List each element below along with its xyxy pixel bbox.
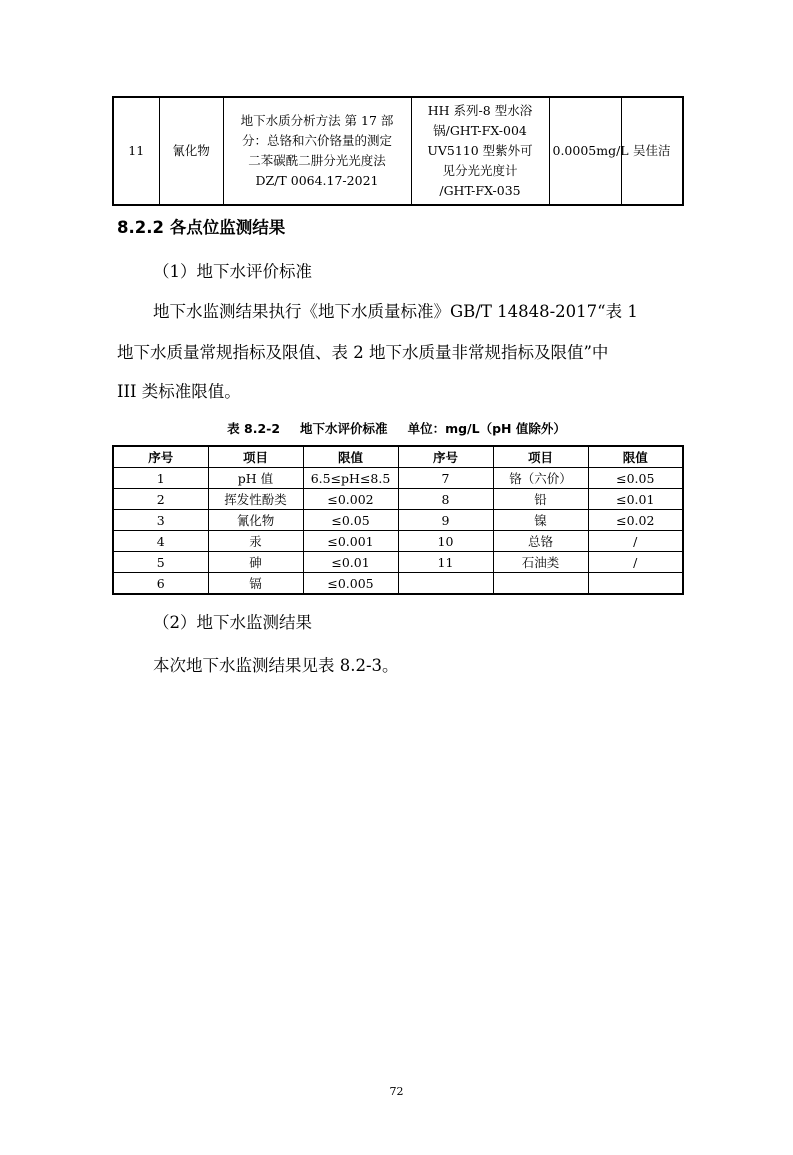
instrument-line: UV5110 型紫外可 <box>427 143 533 158</box>
paragraph-line: III 类标准限值。 <box>117 382 241 401</box>
table-cell: 砷 <box>208 552 303 573</box>
table-cell: pH 值 <box>208 468 303 489</box>
paragraph-line: 地下水质量常规指标及限值、表 2 地下水质量非常规指标及限值”中 <box>117 343 609 362</box>
table-header-row <box>113 446 683 468</box>
table-cell: 镉 <box>208 573 303 595</box>
subheading-monitoring-results: （2）地下水监测结果 <box>153 613 312 632</box>
table-cell: 8 <box>398 489 493 510</box>
table-cell: 6 <box>113 573 208 595</box>
paragraph-line: 地下水监测结果执行《地下水质量标准》GB/T 14848-2017“表 1 <box>153 302 638 321</box>
method-line: 分：总铬和六价铬量的测定 <box>241 133 392 148</box>
row-instrument <box>411 97 549 205</box>
paragraph-line: 本次地下水监测结果见表 8.2-3。 <box>153 656 399 675</box>
page-number: 72 <box>389 1085 404 1098</box>
table-cell: / <box>588 531 683 552</box>
table-row <box>113 489 683 510</box>
table-cell: 氰化物 <box>208 510 303 531</box>
table-cell: ≤0.05 <box>588 468 683 489</box>
table-cell: ≤0.01 <box>303 552 398 573</box>
table-row <box>113 531 683 552</box>
method-line: 地下水质分析方法 第 17 部 <box>240 113 394 128</box>
table-cell <box>493 573 588 595</box>
subheading-evaluation-standard: （1）地下水评价标准 <box>153 262 312 281</box>
table-cell: 4 <box>113 531 208 552</box>
header-cell: 项目 <box>493 446 588 468</box>
table-cell: / <box>588 552 683 573</box>
method-line: 二苯碳酰二肼分光光度法 <box>248 153 386 168</box>
table-caption <box>0 419 793 437</box>
table-unit: 单位：mg/L（pH 值除外） <box>407 421 566 436</box>
table-cell: 镍 <box>493 510 588 531</box>
header-cell: 限值 <box>588 446 683 468</box>
table-cell: ≤0.001 <box>303 531 398 552</box>
row-detection-limit: 0.0005mg/L <box>549 97 621 205</box>
table-cell: 汞 <box>208 531 303 552</box>
table-cell: 1 <box>113 468 208 489</box>
row-method <box>223 97 411 205</box>
method-table-continuation <box>112 96 684 206</box>
instrument-line: 见分光光度计 <box>442 163 518 178</box>
table-cell <box>588 573 683 595</box>
table-row <box>113 510 683 531</box>
header-cell: 序号 <box>113 446 208 468</box>
table-cell: 石油类 <box>493 552 588 573</box>
table-cell <box>398 573 493 595</box>
table-cell: 3 <box>113 510 208 531</box>
table-cell: 7 <box>398 468 493 489</box>
table-cell: 5 <box>113 552 208 573</box>
header-cell: 项目 <box>208 446 303 468</box>
header-cell: 序号 <box>398 446 493 468</box>
table-cell: 铬（六价） <box>493 468 588 489</box>
table-cell: 铅 <box>493 489 588 510</box>
table-cell: 总铬 <box>493 531 588 552</box>
instrument-line: /GHT-FX-035 <box>439 183 521 198</box>
evaluation-standard-table <box>112 445 684 595</box>
table-row <box>113 468 683 489</box>
table-row <box>113 573 683 595</box>
table-cell: 6.5≤pH≤8.5 <box>303 468 398 489</box>
section-heading: 8.2.2 各点位监测结果 <box>117 218 286 237</box>
table-row <box>113 552 683 573</box>
table-cell: ≤0.002 <box>303 489 398 510</box>
table-cell: ≤0.005 <box>303 573 398 595</box>
instrument-line: 锅/GHT-FX-004 <box>433 123 527 138</box>
row-analyst: 吴佳洁 <box>621 97 683 205</box>
table-cell: 挥发性酚类 <box>208 489 303 510</box>
table-cell: ≤0.01 <box>588 489 683 510</box>
table-title: 地下水评价标准 <box>300 421 388 436</box>
row-number: 11 <box>113 97 159 205</box>
instrument-line: HH 系列-8 型水浴 <box>427 103 533 118</box>
table-cell: ≤0.05 <box>303 510 398 531</box>
row-item: 氰化物 <box>159 97 223 205</box>
table-number: 表 8.2-2 <box>227 421 281 436</box>
table-cell: 9 <box>398 510 493 531</box>
table-cell: 2 <box>113 489 208 510</box>
method-line: DZ/T 0064.17-2021 <box>255 173 379 188</box>
table-cell: 11 <box>398 552 493 573</box>
table-row <box>113 97 683 205</box>
header-cell: 限值 <box>303 446 398 468</box>
table-cell: 10 <box>398 531 493 552</box>
table-cell: ≤0.02 <box>588 510 683 531</box>
